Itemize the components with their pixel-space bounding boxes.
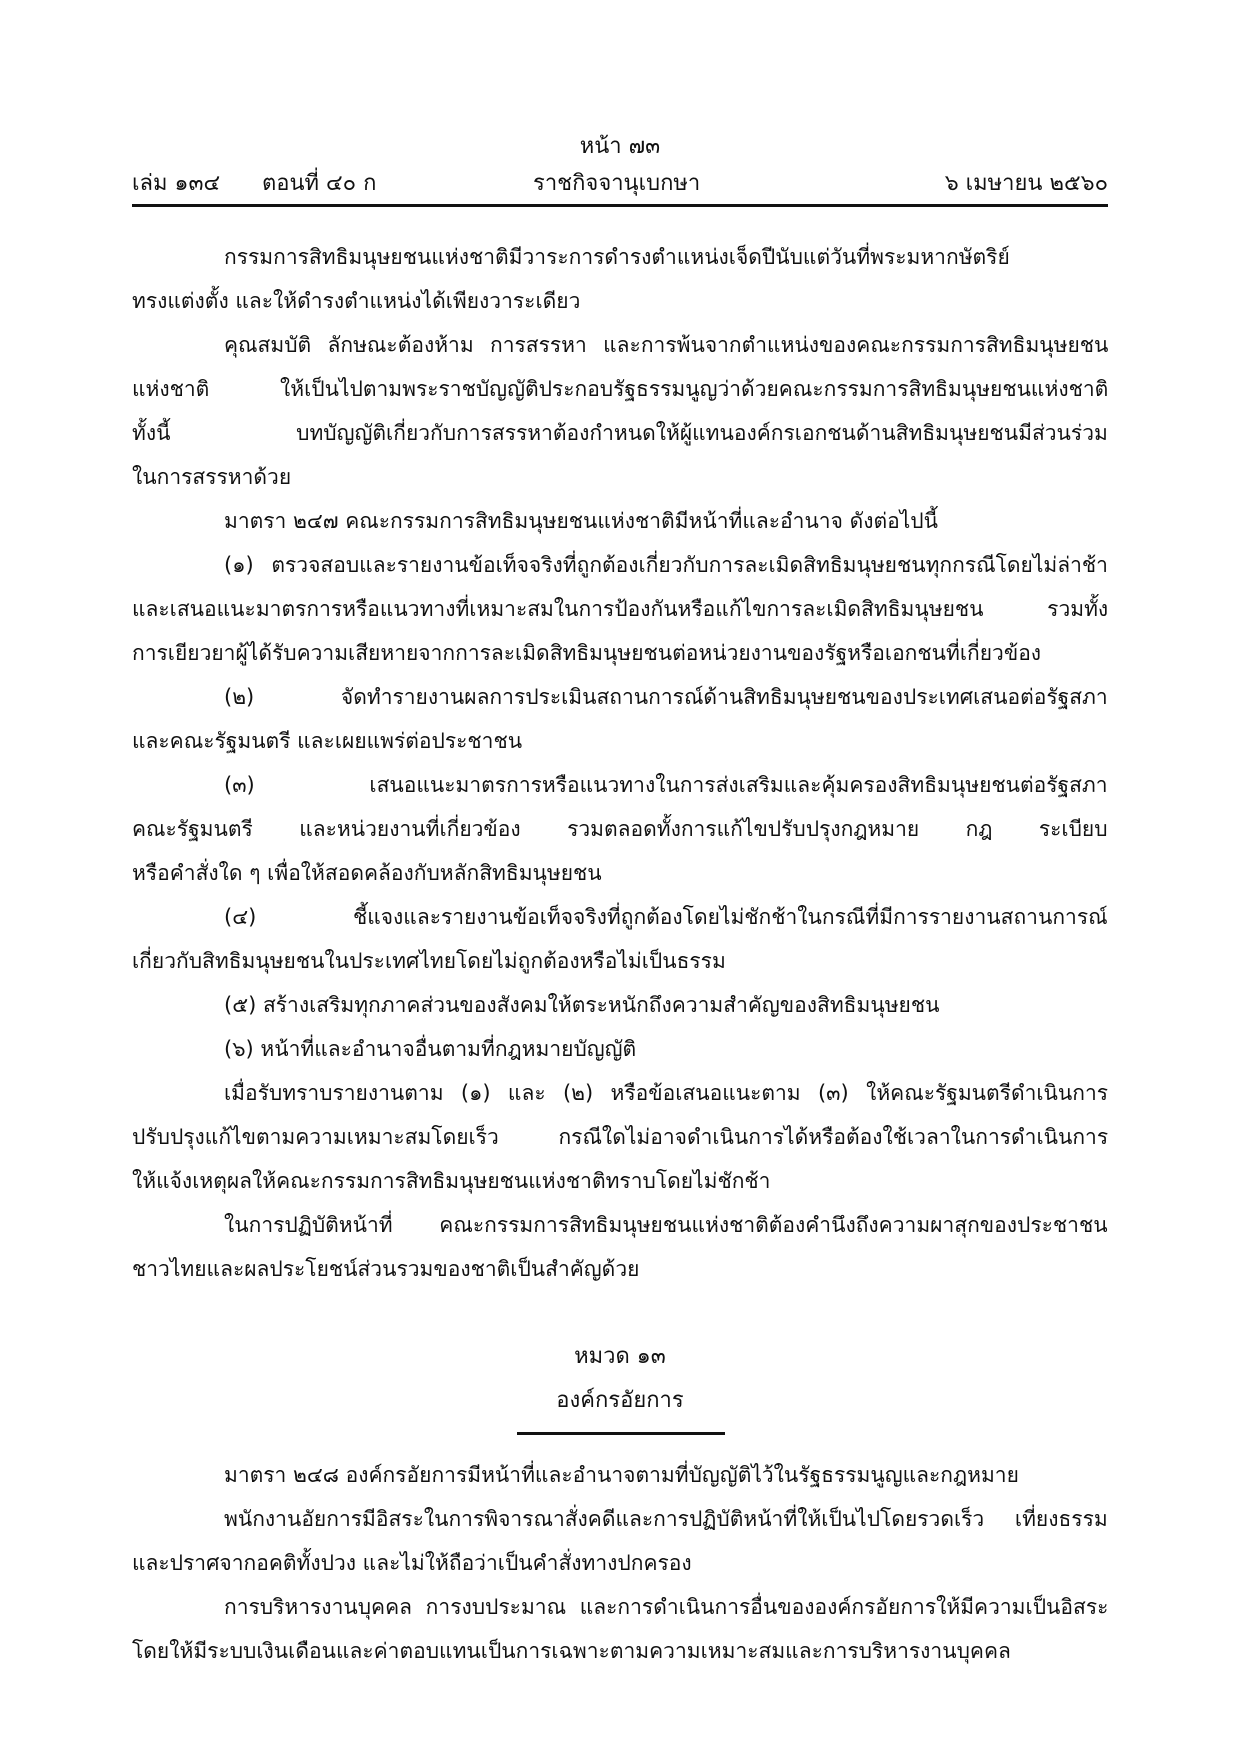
paragraph-line: หรือคำสั่งใด ๆ เพื่อให้สอดคล้องกับหลักสิทธิมนุษยชน [132, 861, 602, 885]
list-item-3: (๓) เสนอแนะมาตรการหรือแนวทางในการส่งเสริมและคุ้มครองสิทธิมนุษยชนต่อรัฐสภา [224, 773, 1108, 797]
paragraph-line: ชาวไทยและผลประโยชน์ส่วนรวมของชาติเป็นสำคัญด้วย [132, 1257, 640, 1281]
paragraph-line: ทั้งนี้ บทบัญญัติเกี่ยวกับการสรรหาต้องกำหนดให้ผู้แทนองค์กรเอกชนด้านสิทธิมนุษยชนมีส่วนร่วม [132, 421, 1108, 445]
paragraph-line: เมื่อรับทราบรายงานตาม (๑) และ (๒) หรือข้อเสนอแนะตาม (๓) ให้คณะรัฐมนตรีดำเนินการ [224, 1081, 1109, 1105]
paragraph-line: เกี่ยวกับสิทธิมนุษยชนในประเทศไทยโดยไม่ถูกต้องหรือไม่เป็นธรรม [132, 949, 726, 973]
paragraph-line: และปราศจากอคติทั้งปวง และไม่ให้ถือว่าเป็นคำสั่งทางปกครอง [132, 1551, 692, 1575]
page-number: หน้า ๗๓ [579, 134, 661, 159]
list-item-2: (๒) จัดทำรายงานผลการประเมินสถานการณ์ด้านสิทธิมนุษยชนของประเทศเสนอต่อรัฐสภา [224, 685, 1108, 709]
publication-title: ราชกิจจานุเบกษา [533, 171, 701, 196]
volume-number: เล่ม ๑๓๔ [132, 171, 221, 196]
paragraph-line: คุณสมบัติ ลักษณะต้องห้าม การสรรหา และการพ้นจากตำแหน่งของคณะกรรมการสิทธิมนุษยชน [224, 333, 1109, 357]
paragraph-line: คณะรัฐมนตรี และหน่วยงานที่เกี่ยวข้อง รวมตลอดทั้งการแก้ไขปรับปรุงกฎหมาย กฎ ระเบียบ [132, 817, 1108, 841]
paragraph-line: การเยียวยาผู้ได้รับความเสียหายจากการละเมิดสิทธิมนุษยชนต่อหน่วยงานของรัฐหรือเอกชนที่เกี่ยวข้อง [132, 641, 1042, 665]
paragraph-line: ทรงแต่งตั้ง และให้ดำรงตำแหน่งได้เพียงวาระเดียว [132, 289, 581, 313]
paragraph-line: ในการปฏิบัติหน้าที่ คณะกรรมการสิทธิมนุษยชนแห่งชาติต้องคำนึงถึงความผาสุกของประชาชน [224, 1213, 1108, 1237]
paragraph-line: กรรมการสิทธิมนุษยชนแห่งชาติมีวาระการดำรงตำแหน่งเจ็ดปีนับแต่วันที่พระมหากษัตริย์ [224, 245, 1010, 269]
paragraph-line: ปรับปรุงแก้ไขตามความเหมาะสมโดยเร็ว กรณีใดไม่อาจดำเนินการได้หรือต้องใช้เวลาในการดำเนินการ [132, 1125, 1109, 1149]
paragraph-line: ให้แจ้งเหตุผลให้คณะกรรมการสิทธิมนุษยชนแห่งชาติทราบโดยไม่ชักช้า [132, 1169, 771, 1193]
chapter-number: หมวด ๑๓ [574, 1344, 666, 1369]
list-item-6: (๖) หน้าที่และอำนาจอื่นตามที่กฎหมายบัญญัติ [224, 1037, 637, 1061]
list-item-5: (๕) สร้างเสริมทุกภาคส่วนของสังคมให้ตระหนักถึงความสำคัญของสิทธิมนุษยชน [224, 993, 940, 1017]
issue-number: ตอนที่ ๔๐ ก [262, 171, 377, 196]
paragraph-line: การบริหารงานบุคคล การงบประมาณ และการดำเนินการอื่นขององค์กรอัยการให้มีความเป็นอิสระ [224, 1595, 1109, 1619]
list-item-1: (๑) ตรวจสอบและรายงานข้อเท็จจริงที่ถูกต้องเกี่ยวกับการละเมิดสิทธิมนุษยชนทุกกรณีโดยไม่ล่าช้า [224, 553, 1108, 577]
section-heading-248: มาตรา ๒๔๘ องค์กรอัยการมีหน้าที่และอำนาจตามที่บัญญัติไว้ในรัฐธรรมนูญและกฎหมาย [224, 1463, 1019, 1487]
publication-date: ๖ เมษายน ๒๕๖๐ [944, 171, 1108, 196]
section-heading-247: มาตรา ๒๔๗ คณะกรรมการสิทธิมนุษยชนแห่งชาติมีหน้าที่และอำนาจ ดังต่อไปนี้ [224, 509, 938, 533]
chapter-title: องค์กรอัยการ [556, 1388, 684, 1413]
list-item-4: (๔) ชี้แจงและรายงานข้อเท็จจริงที่ถูกต้องโดยไม่ชักช้าในกรณีที่มีการรายงานสถานการณ์ [224, 905, 1108, 929]
paragraph-line: แห่งชาติ ให้เป็นไปตามพระราชบัญญัติประกอบรัฐธรรมนูญว่าด้วยคณะกรรมการสิทธิมนุษยชนแห่งชาติ [132, 377, 1109, 401]
paragraph-line: และคณะรัฐมนตรี และเผยแพร่ต่อประชาชน [132, 729, 523, 753]
paragraph-line: ในการสรรหาด้วย [132, 465, 292, 489]
paragraph-line: โดยให้มีระบบเงินเดือนและค่าตอบแทนเป็นการเฉพาะตามความเหมาะสมและการบริหารงานบุคคล [132, 1639, 1011, 1663]
paragraph-line: พนักงานอัยการมีอิสระในการพิจารณาสั่งคดีและการปฏิบัติหน้าที่ให้เป็นไปโดยรวดเร็ว เที่ยงธรรม [224, 1507, 1108, 1531]
header-divider [132, 204, 1108, 207]
chapter-divider [517, 1432, 725, 1435]
paragraph-line: และเสนอแนะมาตรการหรือแนวทางที่เหมาะสมในการป้องกันหรือแก้ไขการละเมิดสิทธิมนุษยชน รวมทั้ง [132, 597, 1109, 621]
